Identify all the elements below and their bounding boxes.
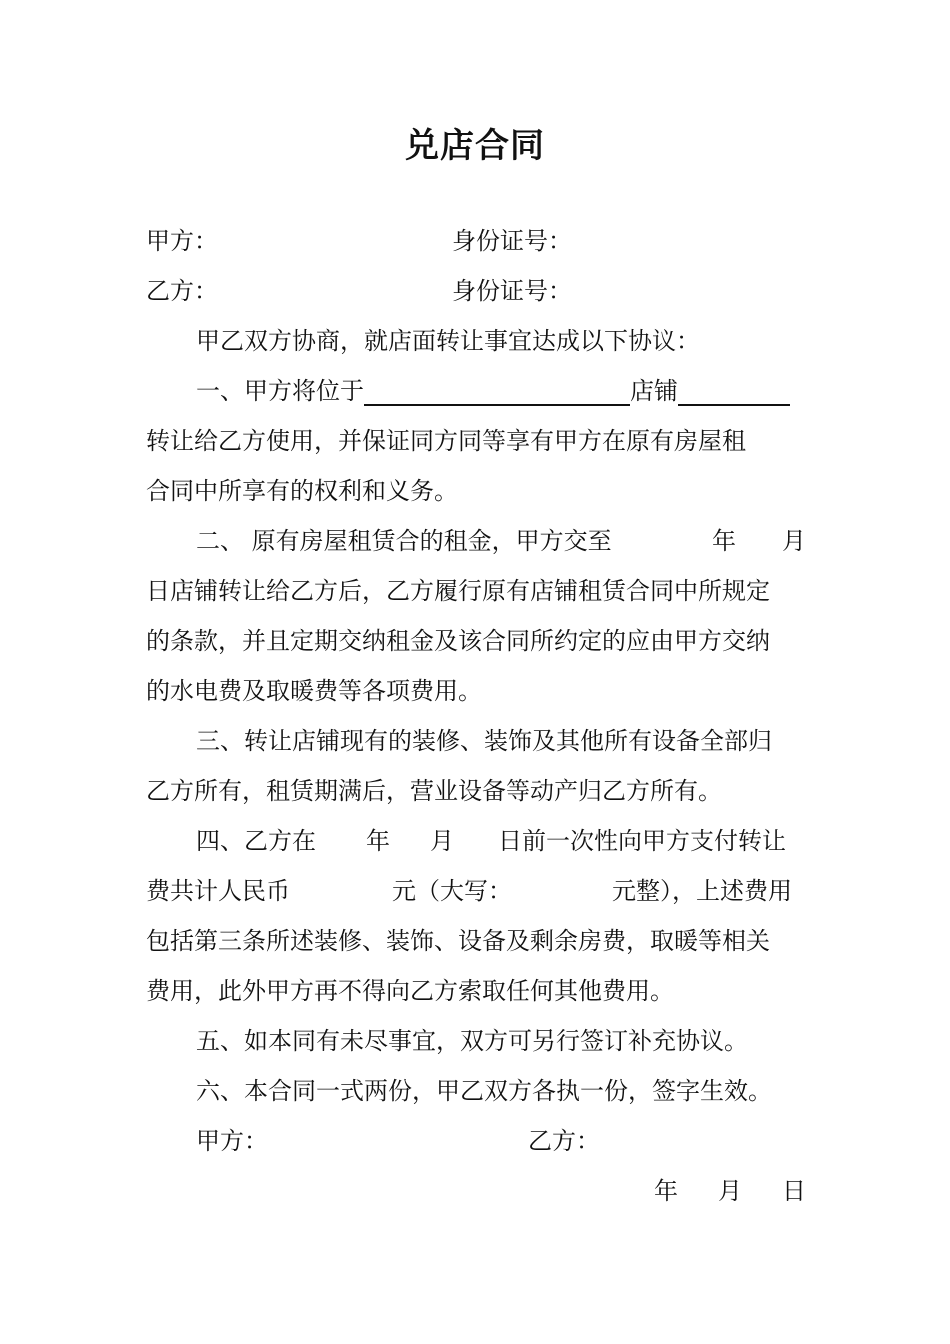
clause-4-line-4: 费用，此外甲方再不得向乙方索取任何其他费用。: [146, 977, 674, 1005]
clause-3-line-1: 三、转让店铺现有的装修、装饰及其他所有设备全部归: [196, 727, 772, 755]
party-b-label: 乙方：: [146, 277, 218, 305]
clause-4-year: 年: [366, 827, 390, 855]
signature-party-a: 甲方：: [196, 1127, 268, 1155]
clause-2-month: 月: [782, 527, 806, 555]
clause-4-line-3: 包括第三条所述装修、装饰、设备及剩余房费，取暖等相关: [146, 927, 770, 955]
clause-4-line-2c: 元整），上述费用: [612, 877, 792, 905]
clause-2-year: 年: [712, 527, 736, 555]
location-blank: [364, 378, 630, 406]
clause-2-line-3: 的条款，并且定期交纳租金及该合同所约定的应由甲方交纳: [146, 627, 770, 655]
clause-3-line-2: 乙方所有，租赁期满后，营业设备等动产归乙方所有。: [146, 777, 722, 805]
clause-5: 五、如本同有未尽事宜，双方可另行签订补充协议。: [196, 1027, 748, 1055]
shop-name-blank: [678, 378, 790, 406]
clause-4-line-2a: 费共计人民币: [146, 877, 290, 905]
page-title: 兑店合同: [405, 126, 545, 166]
clause-4-line-2b: 元（大写：: [392, 877, 512, 905]
clause-1-line-1: [196, 376, 790, 406]
clause-2-line-4: 的水电费及取暖费等各项费用。: [146, 677, 482, 705]
clause-1-text-a: 一、甲方将位于: [196, 377, 364, 405]
clause-1-line-3: 合同中所享有的权利和义务。: [146, 477, 458, 505]
intro-paragraph: 甲乙双方协商，就店面转让事宜达成以下协议：: [196, 327, 700, 355]
signature-year: 年: [654, 1177, 678, 1205]
clause-1-text-b: 店铺: [630, 377, 678, 405]
clause-4-line-1d: 日前一次性向甲方支付转让: [498, 827, 786, 855]
party-a-label: 甲方：: [146, 227, 218, 255]
clause-2-line-2: 日店铺转让给乙方后，乙方履行原有店铺租赁合同中所规定: [146, 577, 770, 605]
clause-1-line-2: 转让给乙方使用，并保证同方同等享有甲方在原有房屋租: [146, 427, 746, 455]
clause-4-month: 月: [430, 827, 454, 855]
signature-party-b: 乙方：: [528, 1127, 600, 1155]
clause-6: 六、本合同一式两份，甲乙双方各执一份，签字生效。: [196, 1077, 772, 1105]
clause-4-line-1a: 四、乙方在: [196, 827, 316, 855]
signature-month: 月: [718, 1177, 742, 1205]
party-b-id-label: 身份证号：: [452, 277, 572, 305]
party-a-id-label: 身份证号：: [452, 227, 572, 255]
clause-2-line-1a: 二、 原有房屋租赁合的租金，甲方交至: [196, 527, 612, 555]
signature-day: 日: [782, 1177, 806, 1205]
